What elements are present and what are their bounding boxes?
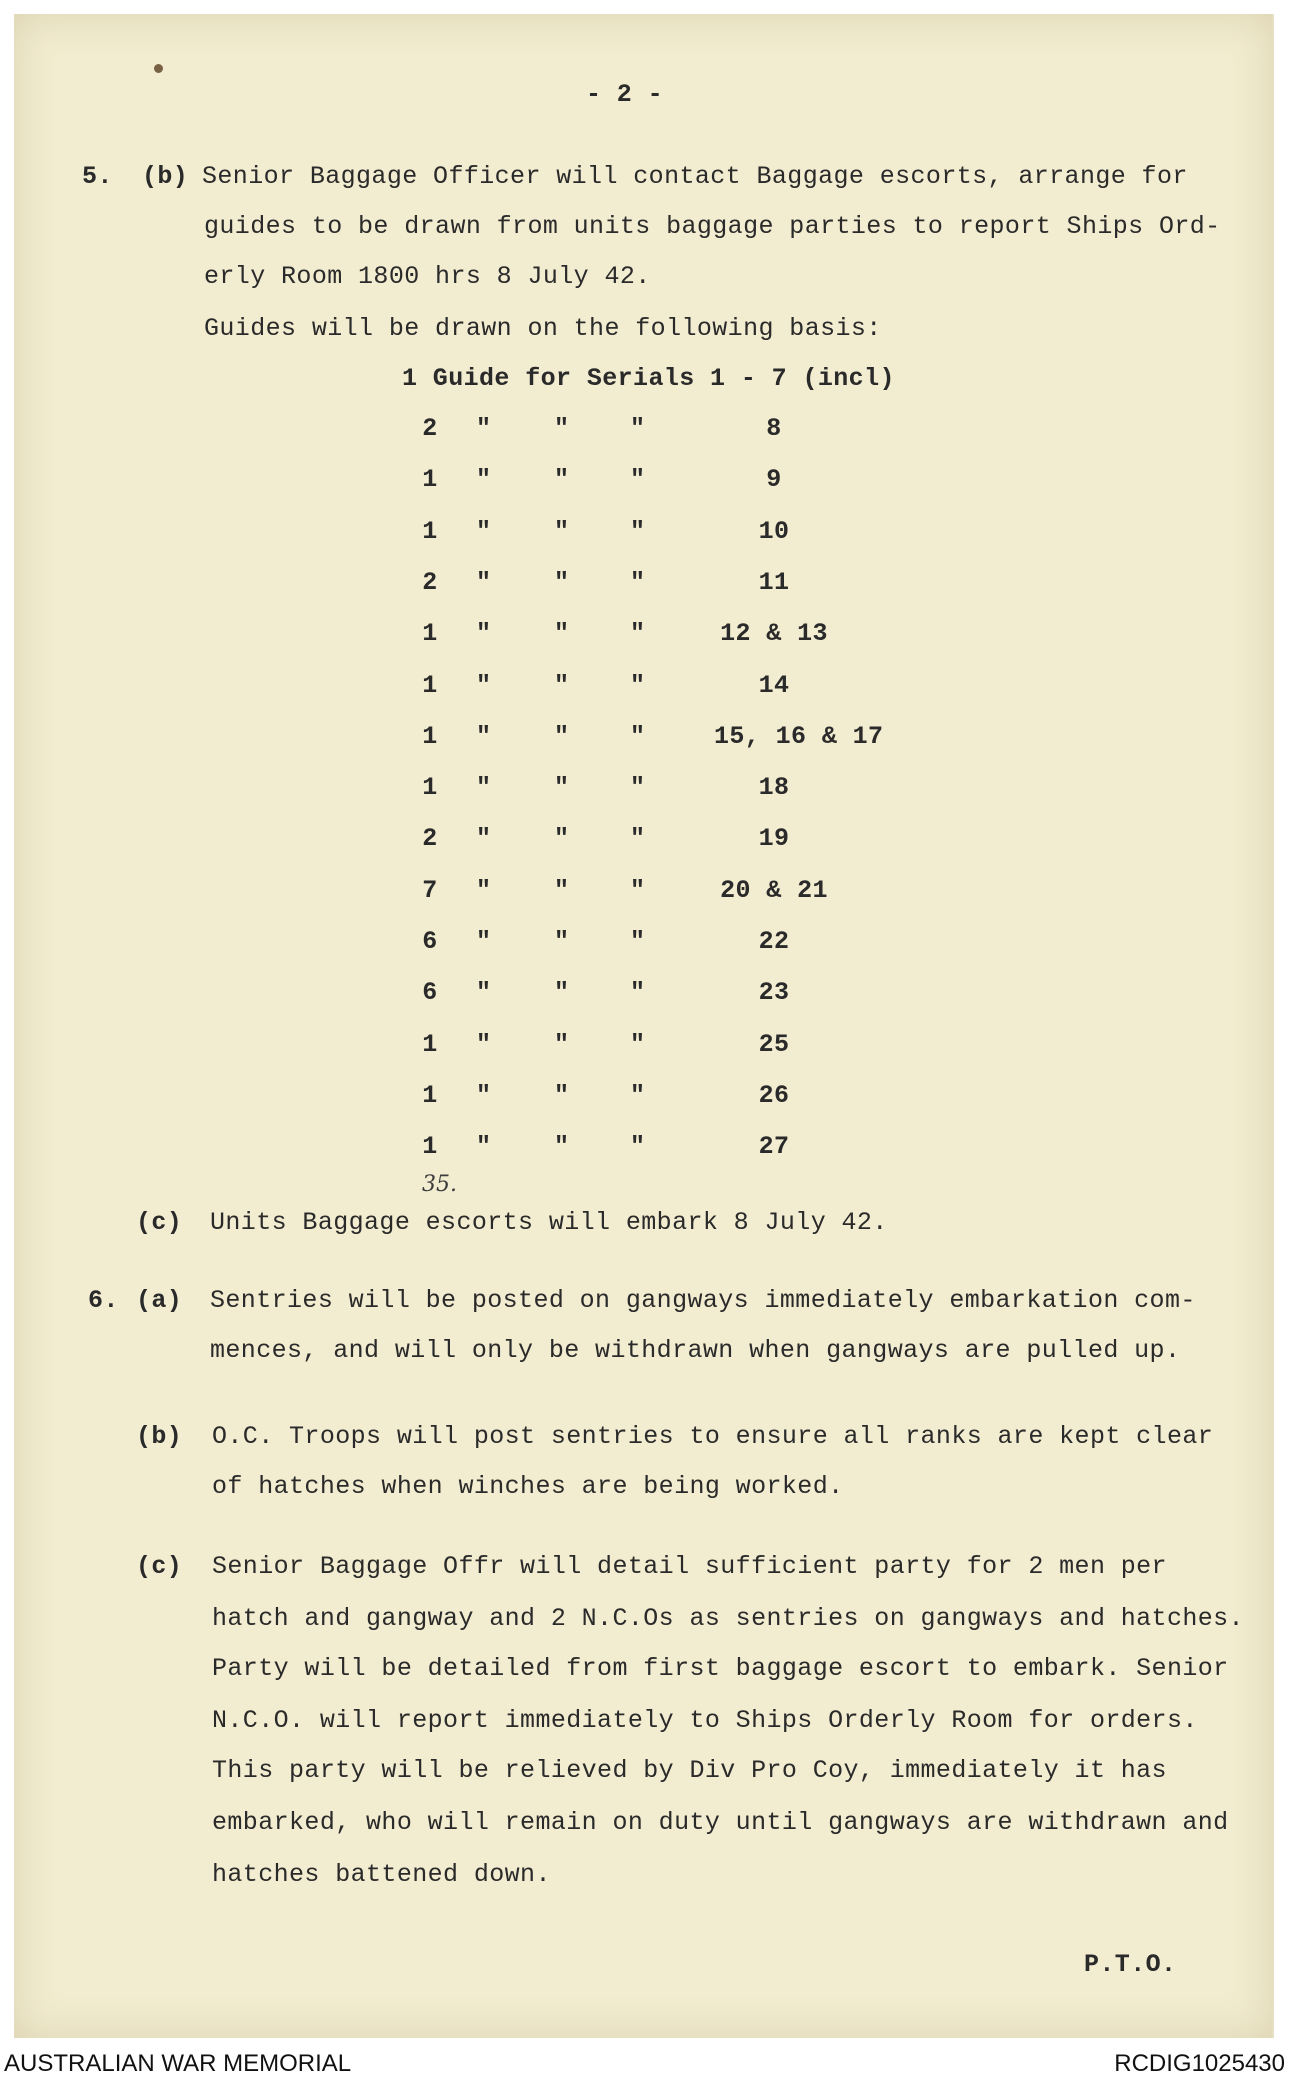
section-5c-text: Units Baggage escorts will embark 8 July 42. xyxy=(210,1208,888,1237)
section-6c-line-5: This party will be relieved by Div Pro Coy, immediately it has xyxy=(212,1756,1167,1785)
section-6c-line-2: hatch and gangway and 2 N.C.Os as sentries on gangways and hatches. xyxy=(212,1604,1244,1633)
guides-first-row: 1 Guide for Serials 1 - 7 (incl) xyxy=(402,364,895,393)
ditto-mark: " xyxy=(630,722,646,751)
ditto-mark: " xyxy=(554,517,570,546)
ditto-mark: " xyxy=(630,568,646,597)
section-6a-label: (a) xyxy=(136,1286,183,1315)
ditto-mark: " xyxy=(476,876,492,905)
section-6a-line-2: mences, and will only be withdrawn when gangways are pulled up. xyxy=(210,1336,1181,1365)
serials-value: 22 xyxy=(758,927,790,956)
footer-right-label: RCDIG1025430 xyxy=(1114,2050,1285,2077)
ditto-mark: " xyxy=(476,465,492,494)
serials-value: 8 xyxy=(766,414,782,443)
ditto-mark: " xyxy=(554,414,570,443)
serials-value: 14 xyxy=(758,671,790,700)
guide-count: 1 xyxy=(422,671,438,700)
ditto-mark: " xyxy=(476,414,492,443)
guides-basis-line: Guides will be drawn on the following basis: xyxy=(204,314,882,343)
ditto-mark: " xyxy=(630,927,646,956)
guides-table-row xyxy=(14,671,1272,711)
ditto-mark: " xyxy=(554,671,570,700)
serials-value: 23 xyxy=(758,978,790,1007)
ditto-mark: " xyxy=(554,619,570,648)
ditto-mark: " xyxy=(476,773,492,802)
section-5b-label: (b) xyxy=(142,162,189,191)
guides-table-row xyxy=(14,978,1272,1018)
guide-count: 1 xyxy=(422,619,438,648)
page-number: - 2 - xyxy=(586,80,664,109)
guides-table-row xyxy=(14,876,1272,916)
section-5-number: 5. xyxy=(82,162,113,191)
serials-value: 9 xyxy=(766,465,782,494)
serials-value: 26 xyxy=(758,1081,790,1110)
ditto-mark: " xyxy=(554,773,570,802)
pto-note: P.T.O. xyxy=(1084,1950,1177,1979)
ditto-mark: " xyxy=(630,465,646,494)
guide-count: 1 xyxy=(422,1132,438,1161)
guides-table-row xyxy=(14,465,1272,505)
ditto-mark: " xyxy=(630,1030,646,1059)
document-page xyxy=(14,14,1274,2038)
guides-table-row xyxy=(14,568,1272,608)
section-6b-line-2: of hatches when winches are being worked. xyxy=(212,1472,844,1501)
guide-count: 2 xyxy=(422,414,438,443)
serials-value: 11 xyxy=(758,568,790,597)
ditto-mark: " xyxy=(554,465,570,494)
ditto-mark: " xyxy=(630,517,646,546)
ditto-mark: " xyxy=(554,1081,570,1110)
guides-table-row xyxy=(14,722,1272,762)
ditto-mark: " xyxy=(554,1030,570,1059)
section-6c-label: (c) xyxy=(136,1552,183,1581)
guide-count: 6 xyxy=(422,927,438,956)
ditto-mark: " xyxy=(630,671,646,700)
guides-table-row xyxy=(14,1030,1272,1070)
ditto-mark: " xyxy=(554,1132,570,1161)
ditto-mark: " xyxy=(554,568,570,597)
ditto-mark: " xyxy=(630,1132,646,1161)
serials-value: 15, 16 & 17 xyxy=(714,722,884,751)
serials-value: 27 xyxy=(758,1132,790,1161)
ditto-mark: " xyxy=(554,927,570,956)
ditto-mark: " xyxy=(630,876,646,905)
ditto-mark: " xyxy=(476,1132,492,1161)
guide-count: 1 xyxy=(422,773,438,802)
section-6c-line-3: Party will be detailed from first baggage escort to embark. Senior xyxy=(212,1654,1229,1683)
section-5b-line-3: erly Room 1800 hrs 8 July 42. xyxy=(204,262,651,291)
guides-table-row xyxy=(14,414,1272,454)
guide-count: 2 xyxy=(422,824,438,853)
section-6-number: 6. xyxy=(88,1286,119,1315)
serials-value: 20 & 21 xyxy=(720,876,828,905)
section-6c-line-1: Senior Baggage Offr will detail sufficient party for 2 men per xyxy=(212,1552,1167,1581)
guides-table-row xyxy=(14,1081,1272,1121)
ditto-mark: " xyxy=(476,619,492,648)
guides-table-row xyxy=(14,927,1272,967)
ditto-mark: " xyxy=(630,619,646,648)
ditto-mark: " xyxy=(476,1030,492,1059)
section-6c-line-6: embarked, who will remain on duty until gangways are withdrawn and xyxy=(212,1808,1229,1837)
guide-count: 1 xyxy=(422,722,438,751)
guide-count: 1 xyxy=(422,465,438,494)
ditto-mark: " xyxy=(554,978,570,1007)
guide-count: 6 xyxy=(422,978,438,1007)
section-6c-line-7: hatches battened down. xyxy=(212,1860,551,1889)
footer-left-label: AUSTRALIAN WAR MEMORIAL xyxy=(4,2050,352,2077)
ditto-mark: " xyxy=(554,876,570,905)
ditto-mark: " xyxy=(630,414,646,443)
ditto-mark: " xyxy=(630,773,646,802)
ditto-mark: " xyxy=(630,824,646,853)
ditto-mark: " xyxy=(476,927,492,956)
ditto-mark: " xyxy=(554,722,570,751)
section-6b-line-1: O.C. Troops will post sentries to ensure all ranks are kept clear xyxy=(212,1422,1214,1451)
guides-table-row xyxy=(14,517,1272,557)
guide-count: 2 xyxy=(422,568,438,597)
ditto-mark: " xyxy=(476,978,492,1007)
ditto-mark: " xyxy=(476,568,492,597)
ditto-mark: " xyxy=(476,824,492,853)
section-5b-line-2: guides to be drawn from units baggage parties to report Ships Ord- xyxy=(204,212,1221,241)
serials-value: 25 xyxy=(758,1030,790,1059)
guides-table-row xyxy=(14,824,1272,864)
serials-value: 19 xyxy=(758,824,790,853)
guide-count: 1 xyxy=(422,1081,438,1110)
guide-count: 1 xyxy=(422,1030,438,1059)
ditto-mark: " xyxy=(476,722,492,751)
guide-count: 7 xyxy=(422,876,438,905)
ditto-mark: " xyxy=(476,671,492,700)
section-6b-label: (b) xyxy=(136,1422,183,1451)
guides-table-row xyxy=(14,1132,1272,1172)
ditto-mark: " xyxy=(476,1081,492,1110)
ditto-mark: " xyxy=(630,978,646,1007)
serials-value: 12 & 13 xyxy=(720,619,828,648)
serials-value: 18 xyxy=(758,773,790,802)
section-5c-label: (c) xyxy=(136,1208,183,1237)
ditto-mark: " xyxy=(554,824,570,853)
guides-table-row xyxy=(14,619,1272,659)
ditto-mark: " xyxy=(630,1081,646,1110)
guide-count: 1 xyxy=(422,517,438,546)
section-6c-line-4: N.C.O. will report immediately to Ships Orderly Room for orders. xyxy=(212,1706,1198,1735)
handwritten-total: 35. xyxy=(422,1172,457,1197)
serials-value: 10 xyxy=(758,517,790,546)
section-6a-line-1: Sentries will be posted on gangways immediately embarkation com- xyxy=(210,1286,1196,1315)
guides-table-row xyxy=(14,773,1272,813)
ditto-mark: " xyxy=(476,517,492,546)
section-5b-line-1: Senior Baggage Officer will contact Baggage escorts, arrange for xyxy=(202,162,1188,191)
